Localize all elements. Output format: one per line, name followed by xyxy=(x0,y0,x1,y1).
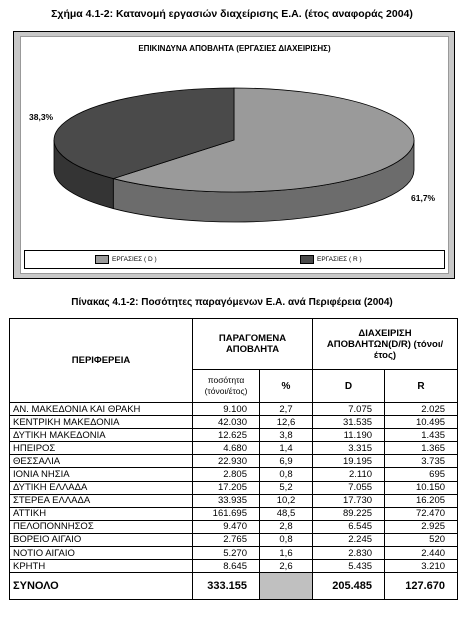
table-row xyxy=(10,547,458,560)
header-percent: % xyxy=(260,370,313,403)
cell-d: 5.435 xyxy=(313,560,385,573)
cell-qty: 2.765 xyxy=(193,533,260,546)
cell-pct: 0,8 xyxy=(260,533,313,546)
cell-r: 2.025 xyxy=(385,403,458,416)
cell-pct: 10,2 xyxy=(260,494,313,507)
cell-qty: 33.935 xyxy=(193,494,260,507)
total-d: 205.485 xyxy=(313,573,385,600)
figure-title: Σχήμα 4.1-2: Κατανομή εργασιών διαχείρισης Ε.Α. (έτος αναφοράς 2004) xyxy=(51,8,413,20)
cell-qty: 12.625 xyxy=(193,429,260,442)
cell-r: 10.150 xyxy=(385,481,458,494)
table-row xyxy=(10,429,458,442)
header-r: R xyxy=(385,370,458,403)
table-row xyxy=(10,533,458,546)
table-row xyxy=(10,560,458,573)
cell-region: ΚΡΗΤΗ xyxy=(10,560,193,573)
cell-qty: 161.695 xyxy=(193,507,260,520)
cell-qty: 4.680 xyxy=(193,442,260,455)
table-body xyxy=(10,403,458,573)
cell-qty: 42.030 xyxy=(193,416,260,429)
cell-r: 520 xyxy=(385,533,458,546)
cell-region: ΠΕΛΟΠΟΝΝΗΣΟΣ xyxy=(10,520,193,533)
total-r: 127.670 xyxy=(385,573,458,600)
header-management: ΔΙΑΧΕΙΡΙΣΗ ΑΠΟΒΛΗΤΩΝ(D/R) (τόνοι/έτος) xyxy=(313,319,458,370)
cell-qty: 9.100 xyxy=(193,403,260,416)
table-row xyxy=(10,455,458,468)
chart-legend xyxy=(24,250,445,269)
cell-d: 17.730 xyxy=(313,494,385,507)
cell-qty: 8.645 xyxy=(193,560,260,573)
cell-d: 7.055 xyxy=(313,481,385,494)
cell-d: 89.225 xyxy=(313,507,385,520)
table-row xyxy=(10,442,458,455)
total-pct-empty xyxy=(260,573,313,600)
cell-r: 2.925 xyxy=(385,520,458,533)
header-region: ΠΕΡΙΦΕΡΕΙΑ xyxy=(10,319,193,403)
cell-qty: 2.805 xyxy=(193,468,260,481)
cell-pct: 6,9 xyxy=(260,455,313,468)
cell-region: ΝΟΤΙΟ ΑΙΓΑΙΟ xyxy=(10,547,193,560)
cell-region: ΗΠΕΙΡΟΣ xyxy=(10,442,193,455)
total-row xyxy=(10,573,458,600)
pie-label-d: 61,7% xyxy=(411,193,436,203)
cell-r: 3.210 xyxy=(385,560,458,573)
cell-d: 31.535 xyxy=(313,416,385,429)
legend-swatch-r xyxy=(300,255,314,264)
cell-qty: 5.270 xyxy=(193,547,260,560)
cell-region: ΣΤΕΡΕΑ ΕΛΛΑΔΑ xyxy=(10,494,193,507)
legend-item-r xyxy=(300,255,362,264)
cell-region: ΔΥΤΙΚΗ ΜΑΚΕΔΟΝΙΑ xyxy=(10,429,193,442)
cell-d: 2.110 xyxy=(313,468,385,481)
cell-region: ΔΥΤΙΚΗ ΕΛΛΑΔΑ xyxy=(10,481,193,494)
legend-swatch-d xyxy=(95,255,109,264)
cell-r: 1.435 xyxy=(385,429,458,442)
cell-d: 3.315 xyxy=(313,442,385,455)
cell-d: 2.245 xyxy=(313,533,385,546)
regions-table xyxy=(9,318,458,600)
cell-r: 72.470 xyxy=(385,507,458,520)
cell-pct: 5,2 xyxy=(260,481,313,494)
total-qty: 333.155 xyxy=(193,573,260,600)
cell-region: ΘΕΣΣΑΛΙΑ xyxy=(10,455,193,468)
cell-region: ΑΝ. ΜΑΚΕΔΟΝΙΑ ΚΑΙ ΘΡΑΚΗ xyxy=(10,403,193,416)
table-row xyxy=(10,403,458,416)
cell-pct: 2,8 xyxy=(260,520,313,533)
table-row xyxy=(10,507,458,520)
cell-r: 2.440 xyxy=(385,547,458,560)
cell-pct: 2,6 xyxy=(260,560,313,573)
cell-d: 2.830 xyxy=(313,547,385,560)
cell-r: 1.365 xyxy=(385,442,458,455)
cell-qty: 17.205 xyxy=(193,481,260,494)
cell-region: ΑΤΤΙΚΗ xyxy=(10,507,193,520)
table-row xyxy=(10,481,458,494)
cell-d: 6.545 xyxy=(313,520,385,533)
chart-frame xyxy=(13,31,455,279)
header-d: D xyxy=(313,370,385,403)
cell-pct: 48,5 xyxy=(260,507,313,520)
table-row xyxy=(10,520,458,533)
table-row xyxy=(10,494,458,507)
table-row xyxy=(10,468,458,481)
cell-region: ΙΟΝΙΑ ΝΗΣΙΑ xyxy=(10,468,193,481)
pie-chart xyxy=(21,37,448,273)
cell-pct: 2,7 xyxy=(260,403,313,416)
cell-r: 10.495 xyxy=(385,416,458,429)
cell-r: 695 xyxy=(385,468,458,481)
total-label: ΣΥΝΟΛΟ xyxy=(10,573,193,600)
chart-title: ΕΠΙΚΙΝΔΥΝΑ ΑΠΟΒΛΗΤΑ (ΕΡΓΑΣΙΕΣ ΔΙΑΧΕΙΡΙΣΗΣ) xyxy=(138,44,331,53)
pie-label-r: 38,3% xyxy=(29,112,54,122)
cell-pct: 1,6 xyxy=(260,547,313,560)
table-title: Πίνακας 4.1-2: Ποσότητες παραγόμενων Ε.Α. ανά Περιφέρεια (2004) xyxy=(71,297,393,308)
cell-pct: 0,8 xyxy=(260,468,313,481)
legend-label-d: ΕΡΓΑΣΙΕΣ ( D ) xyxy=(112,256,157,263)
table-row xyxy=(10,416,458,429)
header-produced: ΠΑΡΑΓΟΜΕΝΑ ΑΠΟΒΛΗΤΑ xyxy=(193,319,313,370)
cell-pct: 3,8 xyxy=(260,429,313,442)
header-quantity: ποσότητα (τόνοι/έτος) xyxy=(193,370,260,403)
cell-r: 16.205 xyxy=(385,494,458,507)
cell-qty: 22.930 xyxy=(193,455,260,468)
cell-qty: 9.470 xyxy=(193,520,260,533)
cell-d: 19.195 xyxy=(313,455,385,468)
chart-plot-area xyxy=(20,36,449,274)
cell-pct: 1,4 xyxy=(260,442,313,455)
legend-item-d xyxy=(95,255,157,264)
cell-region: ΒΟΡΕΙΟ ΑΙΓΑΙΟ xyxy=(10,533,193,546)
cell-d: 7.075 xyxy=(313,403,385,416)
cell-pct: 12,6 xyxy=(260,416,313,429)
cell-region: ΚΕΝΤΡΙΚΗ ΜΑΚΕΔΟΝΙΑ xyxy=(10,416,193,429)
cell-d: 11.190 xyxy=(313,429,385,442)
cell-r: 3.735 xyxy=(385,455,458,468)
legend-label-r: ΕΡΓΑΣΙΕΣ ( R ) xyxy=(317,256,362,263)
